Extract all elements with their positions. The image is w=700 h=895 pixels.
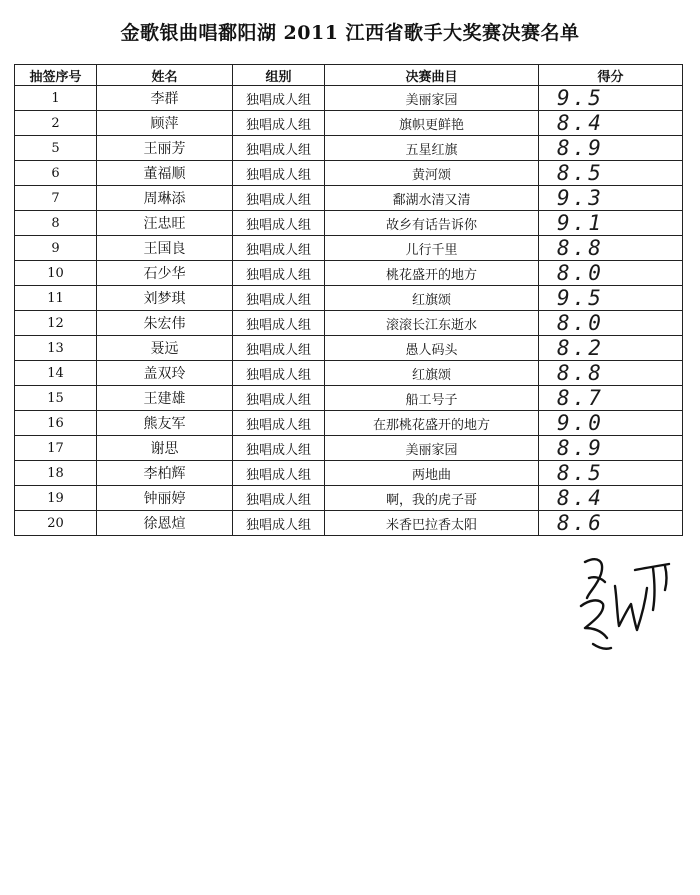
- cell-song: 滚滚长江东逝水: [325, 311, 539, 336]
- header-score: 得分: [539, 65, 683, 86]
- cell-name: 钟丽婷: [97, 486, 233, 511]
- cell-score: 9.3: [539, 186, 683, 211]
- cell-group: 独唱成人组: [233, 486, 325, 511]
- cell-score: 9.5: [539, 86, 683, 111]
- cell-name: 王建雄: [97, 386, 233, 411]
- cell-song: 红旗颂: [325, 361, 539, 386]
- cell-score: 9.0: [539, 411, 683, 436]
- cell-score: 8.4: [539, 111, 683, 136]
- cell-group: 独唱成人组: [233, 336, 325, 361]
- cell-song: 美丽家园: [325, 436, 539, 461]
- table-row: [15, 311, 683, 336]
- cell-score: 8.7: [539, 386, 683, 411]
- table-row: [15, 236, 683, 261]
- cell-group: 独唱成人组: [233, 461, 325, 486]
- cell-number: 18: [15, 461, 97, 486]
- table-row: [15, 136, 683, 161]
- cell-name: 周琳添: [97, 186, 233, 211]
- cell-group: 独唱成人组: [233, 511, 325, 536]
- cell-number: 2: [15, 111, 97, 136]
- cell-name: 顾萍: [97, 111, 233, 136]
- cell-name: 谢思: [97, 436, 233, 461]
- cell-song: 米香巴拉香太阳: [325, 511, 539, 536]
- cell-number: 19: [15, 486, 97, 511]
- cell-score: 8.8: [539, 236, 683, 261]
- cell-number: 17: [15, 436, 97, 461]
- cell-group: 独唱成人组: [233, 286, 325, 311]
- cell-group: 独唱成人组: [233, 436, 325, 461]
- cell-group: 独唱成人组: [233, 86, 325, 111]
- cell-song: 愚人码头: [325, 336, 539, 361]
- cell-name: 聂远: [97, 336, 233, 361]
- cell-score: 9.1: [539, 211, 683, 236]
- table-row: [15, 511, 683, 536]
- cell-group: 独唱成人组: [233, 261, 325, 286]
- table-row: [15, 261, 683, 286]
- table-row: [15, 111, 683, 136]
- cell-song: 桃花盛开的地方: [325, 261, 539, 286]
- cell-group: 独唱成人组: [233, 361, 325, 386]
- cell-number: 9: [15, 236, 97, 261]
- cell-number: 5: [15, 136, 97, 161]
- header-group: 组别: [233, 65, 325, 86]
- cell-number: 16: [15, 411, 97, 436]
- cell-song: 两地曲: [325, 461, 539, 486]
- cell-name: 王丽芳: [97, 136, 233, 161]
- cell-song: 儿行千里: [325, 236, 539, 261]
- cell-score: 8.4: [539, 486, 683, 511]
- cell-score: 9.5: [539, 286, 683, 311]
- cell-group: 独唱成人组: [233, 311, 325, 336]
- cell-score: 8.9: [539, 436, 683, 461]
- table-row: [15, 436, 683, 461]
- header-name: 姓名: [97, 65, 233, 86]
- table-row: [15, 211, 683, 236]
- cell-number: 1: [15, 86, 97, 111]
- cell-number: 12: [15, 311, 97, 336]
- cell-name: 朱宏伟: [97, 311, 233, 336]
- handwritten-signature-icon: [575, 548, 675, 658]
- cell-name: 汪忠旺: [97, 211, 233, 236]
- cell-name: 徐恩煊: [97, 511, 233, 536]
- table-row: [15, 86, 683, 111]
- cell-name: 熊友军: [97, 411, 233, 436]
- cell-number: 7: [15, 186, 97, 211]
- cell-name: 刘梦琪: [97, 286, 233, 311]
- cell-number: 13: [15, 336, 97, 361]
- table-row: [15, 336, 683, 361]
- table-row: [15, 411, 683, 436]
- cell-song: 红旗颂: [325, 286, 539, 311]
- cell-song: 旗帜更鲜艳: [325, 111, 539, 136]
- cell-name: 李群: [97, 86, 233, 111]
- cell-name: 石少华: [97, 261, 233, 286]
- cell-number: 14: [15, 361, 97, 386]
- cell-group: 独唱成人组: [233, 211, 325, 236]
- cell-score: 8.0: [539, 311, 683, 336]
- table-header-row: [15, 65, 683, 86]
- cell-group: 独唱成人组: [233, 111, 325, 136]
- cell-song: 在那桃花盛开的地方: [325, 411, 539, 436]
- cell-number: 11: [15, 286, 97, 311]
- cell-number: 6: [15, 161, 97, 186]
- cell-score: 8.0: [539, 261, 683, 286]
- cell-name: 李柏辉: [97, 461, 233, 486]
- cell-group: 独唱成人组: [233, 236, 325, 261]
- cell-group: 独唱成人组: [233, 411, 325, 436]
- cell-number: 15: [15, 386, 97, 411]
- cell-song: 黄河颂: [325, 161, 539, 186]
- cell-song: 故乡有话告诉你: [325, 211, 539, 236]
- header-number: 抽签序号: [15, 65, 97, 86]
- cell-number: 8: [15, 211, 97, 236]
- cell-name: 王国良: [97, 236, 233, 261]
- cell-song: 美丽家园: [325, 86, 539, 111]
- table-row: [15, 461, 683, 486]
- cell-group: 独唱成人组: [233, 186, 325, 211]
- cell-number: 20: [15, 511, 97, 536]
- cell-name: 董福顺: [97, 161, 233, 186]
- cell-score: 8.6: [539, 511, 683, 536]
- table-row: [15, 486, 683, 511]
- table-row: [15, 386, 683, 411]
- finalist-table: [14, 64, 683, 536]
- cell-score: 8.8: [539, 361, 683, 386]
- document-title: 金歌银曲唱鄱阳湖 2011 江西省歌手大奖赛决赛名单: [120, 22, 580, 44]
- cell-group: 独唱成人组: [233, 161, 325, 186]
- cell-score: 8.2: [539, 336, 683, 361]
- table-body: [15, 86, 683, 536]
- cell-score: 8.5: [539, 461, 683, 486]
- cell-name: 盖双玲: [97, 361, 233, 386]
- cell-song: 五星红旗: [325, 136, 539, 161]
- cell-song: 鄱湖水清又清: [325, 186, 539, 211]
- cell-group: 独唱成人组: [233, 386, 325, 411]
- header-song: 决赛曲目: [325, 65, 539, 86]
- table-row: [15, 286, 683, 311]
- cell-song: 啊，我的虎子哥: [325, 486, 539, 511]
- table-row: [15, 161, 683, 186]
- cell-group: 独唱成人组: [233, 136, 325, 161]
- cell-song: 船工号子: [325, 386, 539, 411]
- table-row: [15, 186, 683, 211]
- cell-score: 8.9: [539, 136, 683, 161]
- table-row: [15, 361, 683, 386]
- cell-number: 10: [15, 261, 97, 286]
- cell-score: 8.5: [539, 161, 683, 186]
